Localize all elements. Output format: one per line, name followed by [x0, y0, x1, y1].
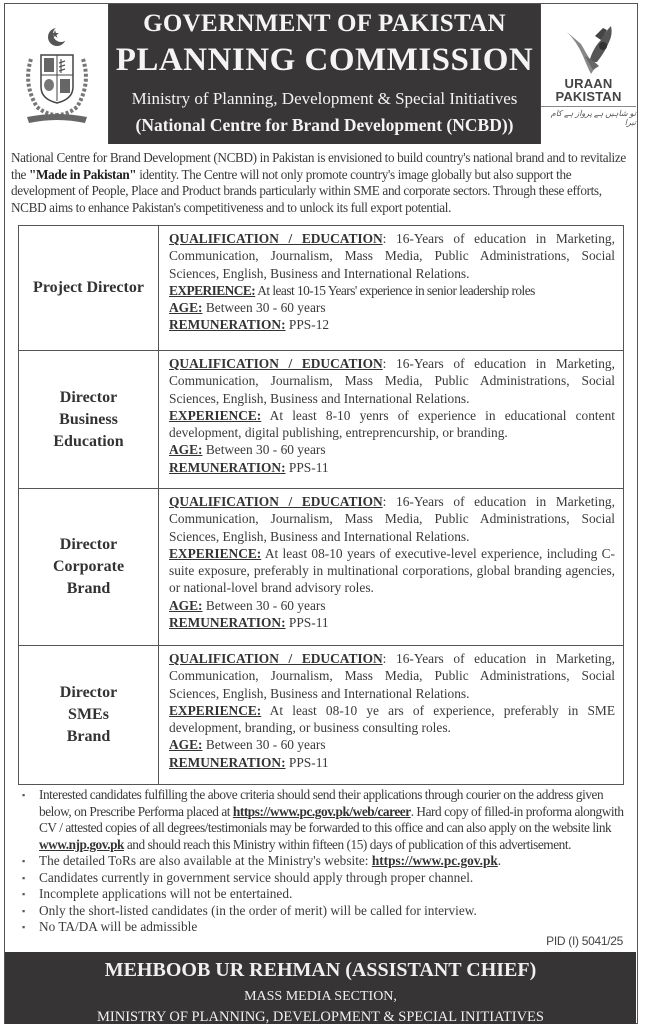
age-label: AGE: — [169, 737, 203, 753]
ministry-title: Ministry of Planning, Development & Special Initiatives — [131, 89, 518, 108]
list-item: ▪ No TA/DA will be admissible — [15, 919, 631, 936]
note-text: The detailed ToRs are also available at the Ministry's website: — [39, 853, 372, 868]
commission-title: PLANNING COMMISSION — [115, 42, 534, 78]
header — [5, 4, 636, 144]
position-title: Project Director — [19, 226, 159, 350]
separator: : — [382, 651, 397, 666]
table-row — [19, 646, 623, 784]
pid-number: PID (I) 5041/25 — [546, 934, 623, 948]
experience-value: At least 8-10 yenrs of experience in educational content development, digital publishing, entreprencurship, or branding. — [169, 407, 615, 441]
list-item: ▪ Candidates currently in government service should apply through proper channel. — [15, 870, 631, 887]
qualification-value: 16-Years of education in Marketing, Communication, Journalism, Mass Media, Public Administrations, Social Sciences, English, Business and International Relations. — [169, 356, 615, 406]
position-title-text: Director SMEs Brand — [59, 684, 118, 745]
contact-name: MEHBOOB UR REHMAN (ASSISTANT CHIEF) — [104, 959, 537, 981]
position-details — [159, 351, 623, 488]
remuneration-label: REMUNERATION: — [169, 317, 286, 333]
uraan-pakistan-logo — [540, 4, 636, 144]
instructions-list — [15, 787, 631, 936]
experience-value: At least 10-15 Years' experience in senior leadership roles — [255, 282, 535, 298]
remuneration-value: PPS-11 — [285, 459, 329, 475]
position-title — [19, 489, 159, 645]
career-link[interactable]: https://www.pc.gov.pk/web/career — [232, 803, 411, 819]
note-text: . — [497, 853, 502, 868]
uraan-tagline: تو شاہیں ہے پرواز ہے کام تیرا — [541, 106, 636, 127]
table-row — [19, 226, 623, 351]
header-title-block — [109, 4, 540, 144]
table-row — [19, 489, 623, 646]
age-label: AGE: — [169, 442, 203, 458]
intro-text-1: National Centre for Brand Development (NCBD) in Pakistan is envisioned to build country's national brand and to revitalize the — [11, 150, 626, 182]
list-item — [15, 853, 631, 870]
state-emblem-logo — [5, 4, 109, 144]
age-value: Between 30 - 60 years — [202, 737, 326, 753]
age-value: Between 30 - 60 years — [202, 442, 326, 458]
eagle-icon — [559, 22, 619, 77]
qualification-label: QUALIFICATION / EDUCATION — [169, 231, 383, 246]
qualification-label: QUALIFICATION / EDUCATION — [169, 651, 383, 666]
age-value: Between 30 - 60 years — [202, 300, 326, 316]
qualification-label: QUALIFICATION / EDUCATION — [169, 494, 383, 509]
position-title — [19, 646, 159, 784]
position-details — [159, 226, 623, 350]
remuneration-label: REMUNERATION: — [169, 754, 286, 770]
intro-text-2: identity. The Centre will not only promote country's image globally but also support the development of People, Place and Product brands particularly within SME and corporate sectors. Through these efforts, NCBD aims to enhance Pakistan's competitiveness and to unlock its full export potential. — [11, 166, 602, 215]
ncbd-title: (National Centre for Brand Development (NCBD)) — [135, 115, 514, 135]
list-item — [15, 787, 631, 853]
pakistan-text: PAKISTAN — [555, 88, 622, 104]
position-title-text: Director Corporate Brand — [52, 536, 125, 597]
qualification-value: 16-Years of education in Marketing, Communication, Journalism, Mass Media, Public Administrations, Social Sciences, English, Business and International Relations. — [169, 651, 615, 701]
table-row — [19, 351, 623, 489]
uraan-text: URAAN — [564, 75, 613, 91]
state-emblem-icon — [17, 19, 97, 129]
note-text: Interested candidates fulfilling the above criteria should send their applications through courier on the address given below, on Prescribe Performa placed at — [39, 787, 604, 819]
experience-label: EXPERIENCE: — [169, 702, 262, 718]
remuneration-label: REMUNERATION: — [169, 615, 286, 631]
note-text: and should reach this Ministry within fifteen (15) days of publication of this advertisement. — [123, 836, 571, 852]
remuneration-value: PPS-11 — [285, 615, 329, 631]
government-title: GOVERNMENT OF PAKISTAN — [143, 10, 506, 37]
advertisement-frame — [4, 3, 638, 1024]
qualification-label: QUALIFICATION / EDUCATION — [169, 356, 383, 371]
age-label: AGE: — [169, 300, 203, 316]
position-title-text: Director Business Education — [53, 388, 124, 450]
remuneration-label: REMUNERATION: — [169, 459, 286, 475]
separator: : — [382, 494, 397, 509]
age-value: Between 30 - 60 years — [202, 597, 326, 613]
age-label: AGE: — [169, 597, 203, 613]
ministry-website-link[interactable]: https://www.pc.gov.pk — [371, 853, 498, 868]
experience-label: EXPERIENCE: — [169, 545, 262, 561]
footer — [5, 952, 636, 1024]
list-item: ▪ Incomplete applications will not be entertained. — [15, 886, 631, 903]
njp-link[interactable]: www.njp.gov.pk — [39, 836, 124, 852]
separator: : — [382, 356, 397, 371]
qualification-value: 16-Years of education in Marketing, Communication, Journalism, Mass Media, Public Administrations, Social Sciences, English, Business and International Relations. — [169, 231, 615, 281]
list-item: ▪ Only the short-listed candidates (in the order of merit) will be called for interview. — [15, 903, 631, 920]
experience-label: EXPERIENCE: — [169, 407, 262, 423]
contact-section: MASS MEDIA SECTION, — [244, 989, 397, 1004]
positions-table — [18, 225, 624, 785]
intro-paragraph — [11, 150, 631, 216]
qualification-value: 16-Years of education in Marketing, Communication, Journalism, Mass Media, Public Administrations, Social Sciences, English, Business and International Relations. — [169, 494, 615, 544]
separator: : — [382, 231, 397, 246]
position-title — [19, 351, 159, 488]
note-text: . Hard copy of filled-in proforma alongwith CV / attested copies of all degrees/testimonials may be forwarded to this office and can also apply on the website link — [39, 803, 624, 835]
intro-made-in-pakistan: "Made in Pakistan" — [29, 166, 137, 182]
experience-label: EXPERIENCE: — [169, 282, 256, 298]
contact-ministry: MINISTRY OF PLANNING, DEVELOPMENT & SPECIAL INITIATIVES — [97, 1009, 544, 1024]
position-details — [159, 646, 623, 784]
experience-value: At least 08-10 years of executive-level experience, including C-suite exposure, preferably in multinational corporations, global branding agencies, or national-lovel brand advisory roles. — [169, 545, 615, 596]
remuneration-value: PPS-12 — [285, 317, 330, 333]
experience-value: At least 08-10 ye ars of experience, preferably in SME development, branding, or business consulting roles. — [169, 702, 615, 736]
remuneration-value: PPS-11 — [285, 754, 329, 770]
position-details — [159, 489, 623, 645]
